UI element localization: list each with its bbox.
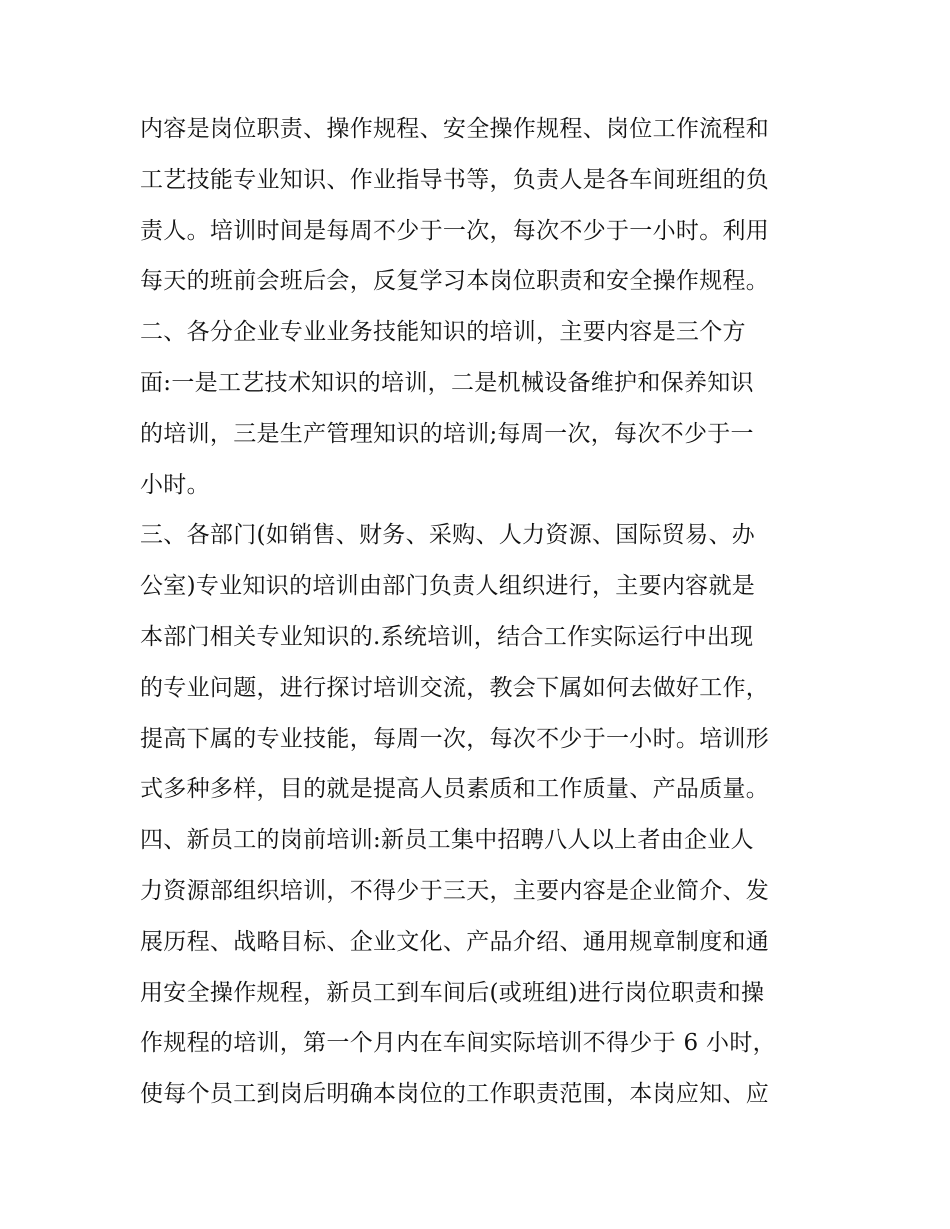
- text-line: 工艺技能专业知识、作业指导书等，负责人是各车间班组的负: [140, 166, 770, 193]
- text-line: 三、各部门(如销售、财务、采购、人力资源、国际贸易、办: [140, 522, 756, 549]
- text-line: 面:一是工艺技术知识的培训，二是机械设备维护和保养知识: [140, 369, 754, 396]
- text-line: 小时。: [140, 471, 210, 498]
- text-line: 提高下属的专业技能，每周一次，每次不少于一小时。培训形: [140, 725, 770, 752]
- text-line: 作规程的培训，第一个月内在车间实际培训不得少于 6 小时，: [140, 1030, 776, 1057]
- text-line: 用安全操作规程，新员工到车间后(或班组)进行岗位职责和操: [140, 979, 765, 1006]
- text-line: 展历程、战略目标、企业文化、产品介绍、通用规章制度和通: [140, 928, 770, 955]
- text-line: 的培训，三是生产管理知识的培训;每周一次，每次不少于一: [140, 420, 754, 447]
- text-line: 公室)专业知识的培训由部门负责人组织进行，主要内容就是: [140, 573, 756, 600]
- body-text: [140, 104, 830, 1120]
- text-line: 力资源部组织培训，不得少于三天，主要内容是企业简介、发: [140, 877, 770, 904]
- text-line: 本部门相关专业知识的.系统培训，结合工作实际运行中出现: [140, 623, 754, 650]
- text-line: 四、新员工的岗前培训:新员工集中招聘八人以上者由企业人: [140, 827, 754, 854]
- text-line: 的专业问题，进行探讨培训交流，教会下属如何去做好工作，: [140, 674, 770, 701]
- text-line: 内容是岗位职责、操作规程、安全操作规程、岗位工作流程和: [140, 116, 770, 142]
- text-line: 每天的班前会班后会，反复学习本岗位职责和安全操作规程。: [140, 268, 770, 295]
- text-line: 责人。培训时间是每周不少于一次，每次不少于一小时。利用: [140, 217, 770, 244]
- text-line: 式多种多样，目的就是提高人员素质和工作质量、产品质量。: [140, 776, 770, 803]
- text-line: 使每个员工到岗后明确本岗位的工作职责范围，本岗应知、应: [140, 1081, 770, 1108]
- text-line: 二、各分企业专业业务技能知识的培训，主要内容是三个方: [140, 319, 746, 346]
